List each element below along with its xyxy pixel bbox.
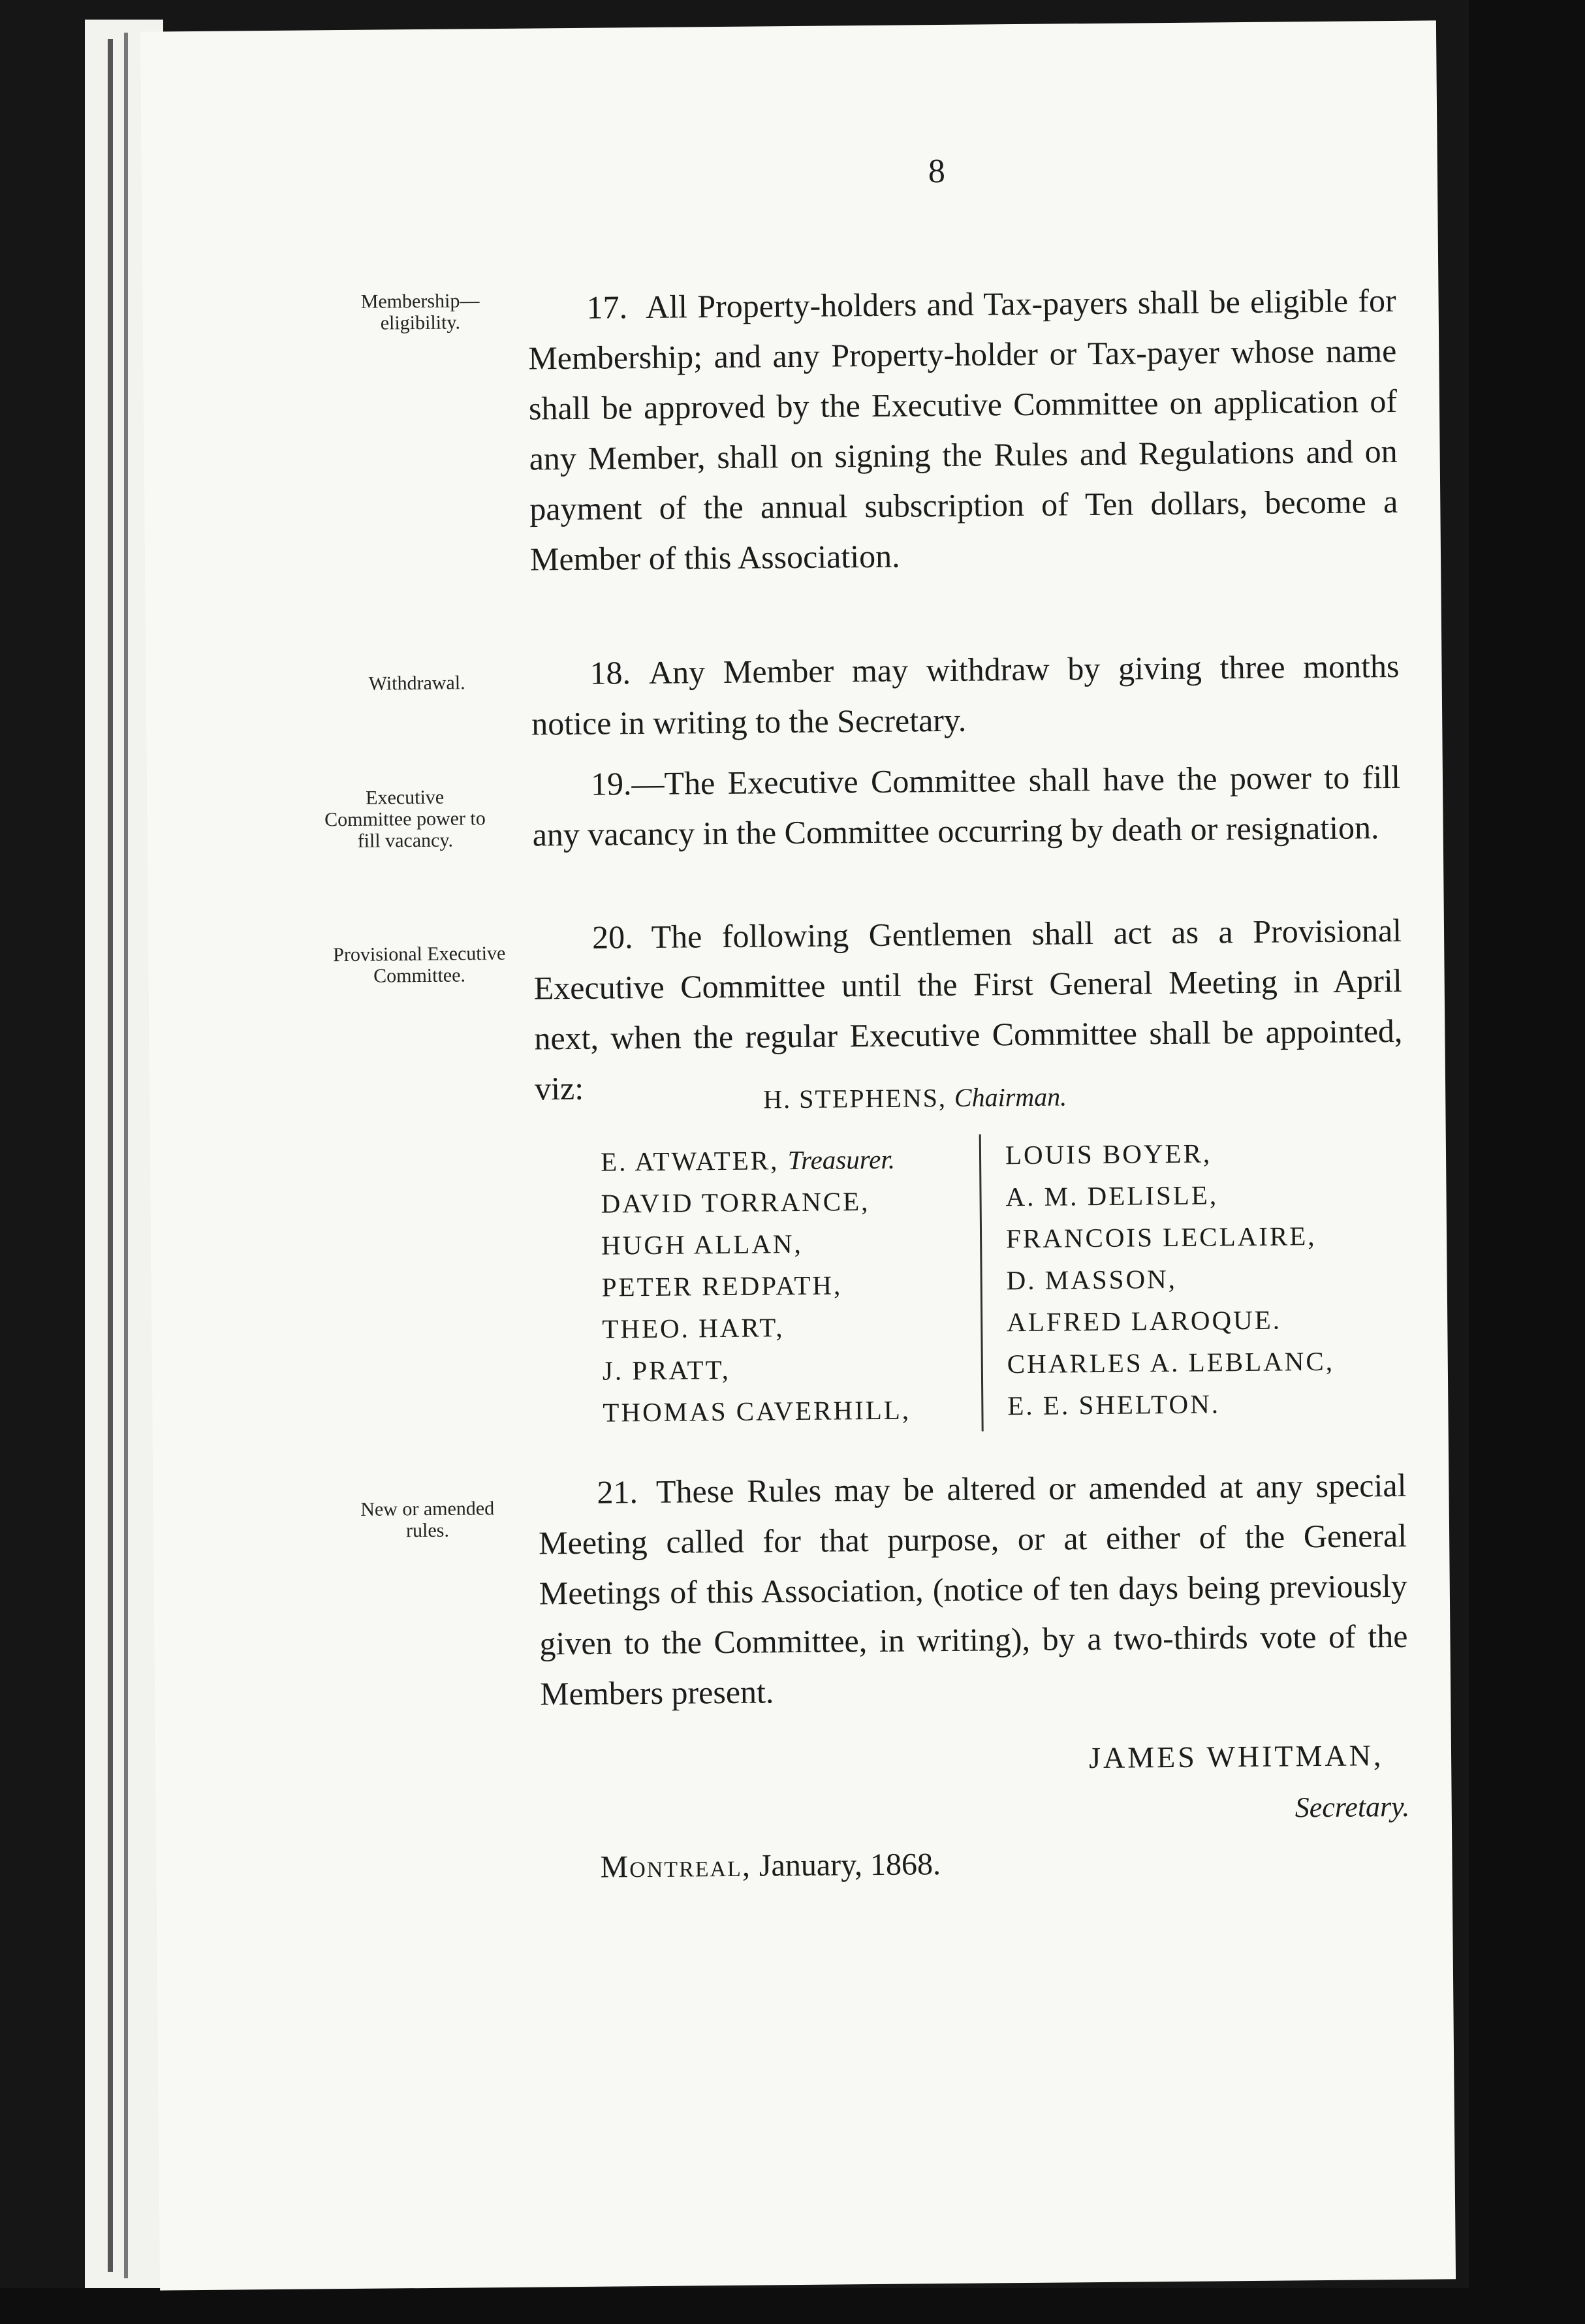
section-19	[532, 752, 1401, 860]
page-edge-stack-2	[124, 33, 128, 2278]
committee-member: A. M. DELISLE,	[1005, 1180, 1219, 1212]
dateline-date: January, 1868.	[759, 1847, 941, 1883]
committee-left-column	[601, 1138, 911, 1434]
margin-note-provisional: Provisional Executive Committee.	[333, 942, 506, 987]
chairman-name: H. STEPHENS,	[763, 1083, 947, 1114]
page-edge-shadow	[108, 39, 113, 2272]
committee-member: J. PRATT,	[602, 1354, 731, 1386]
chairman-title: Chairman.	[954, 1082, 1067, 1112]
committee-member: LOUIS BOYER,	[1005, 1138, 1212, 1170]
section-17-number: 17.	[586, 289, 628, 326]
section-19-text: The Executive Committee shall have the power to fill any vacancy in the Committee occurring by death or resignation.	[532, 758, 1401, 853]
bottom-dark-border	[0, 2288, 1585, 2324]
signature-name: JAMES WHITMAN,	[1088, 1738, 1384, 1775]
document-page	[140, 20, 1456, 2290]
column-divider	[979, 1135, 984, 1432]
committee-member: ALFRED LAROQUE.	[1007, 1304, 1282, 1338]
committee-member: FRANCOIS LECLAIRE,	[1005, 1221, 1317, 1254]
section-20-number: 20.	[591, 919, 633, 956]
margin-note-withdrawal: Withdrawal.	[368, 672, 465, 695]
section-18-text: Any Member may withdraw by giving three months notice in writing to the Secretary.	[531, 647, 1400, 742]
margin-note-amended: New or amended rules.	[360, 1498, 495, 1542]
committee-member: D. MASSON,	[1006, 1263, 1178, 1296]
chairman-line	[763, 1081, 1067, 1114]
page-number: 8	[928, 152, 946, 191]
committee-member: THOMAS CAVERHILL,	[603, 1394, 911, 1428]
committee-member: CHARLES A. LEBLANC,	[1007, 1345, 1335, 1379]
section-21-text: These Rules may be altered or amended at any special Meeting called for that purpose, or at either of the General Meetings of this Association, (notice of ten days being previously given to the Committee, in writing), by a two-thirds vote of the Members present.	[538, 1466, 1408, 1712]
right-dark-border	[1469, 0, 1585, 2324]
committee-member: PETER REDPATH,	[601, 1270, 843, 1302]
section-18-number: 18.	[589, 654, 631, 691]
committee-member: HUGH ALLAN,	[601, 1228, 803, 1261]
section-17-text: All Property-holders and Tax-payers shall be eligible for Membership; and any Property-holder or Tax-payer whose name shall be approved by the Executive Committee on application of any Member, shall on signing the Rules and Regulations and on payment of the annual subscription of Ten dollars, become a Member of this Association.	[528, 281, 1398, 578]
committee-right-column	[1005, 1131, 1335, 1426]
section-20-text: The following Gentlemen shall act as a Provisional Executive Committee until the First General Meeting in April next, when the regular Executive Committee shall be appointed, viz:	[533, 911, 1403, 1107]
signature-title: Secretary.	[1295, 1790, 1410, 1824]
committee-member: E. E. SHELTON.	[1007, 1389, 1221, 1421]
committee-member: THEO. HART,	[602, 1312, 785, 1344]
section-19-number: 19.—	[590, 764, 665, 802]
margin-note-membership: Membership— eligibility.	[360, 290, 480, 334]
margin-note-vacancy: Executive Committee power to fill vacancy.	[324, 786, 486, 852]
section-21-number: 21.	[597, 1473, 638, 1511]
section-18	[531, 641, 1400, 749]
dateline-city: Montreal,	[600, 1848, 752, 1885]
committee-member: DAVID TORRANCE,	[601, 1186, 870, 1219]
section-17	[527, 275, 1398, 585]
dateline	[600, 1846, 941, 1885]
section-21	[538, 1460, 1408, 1719]
committee-member: E. ATWATER, Treasurer.	[600, 1144, 896, 1177]
treasurer-title: Treasurer.	[787, 1144, 896, 1176]
